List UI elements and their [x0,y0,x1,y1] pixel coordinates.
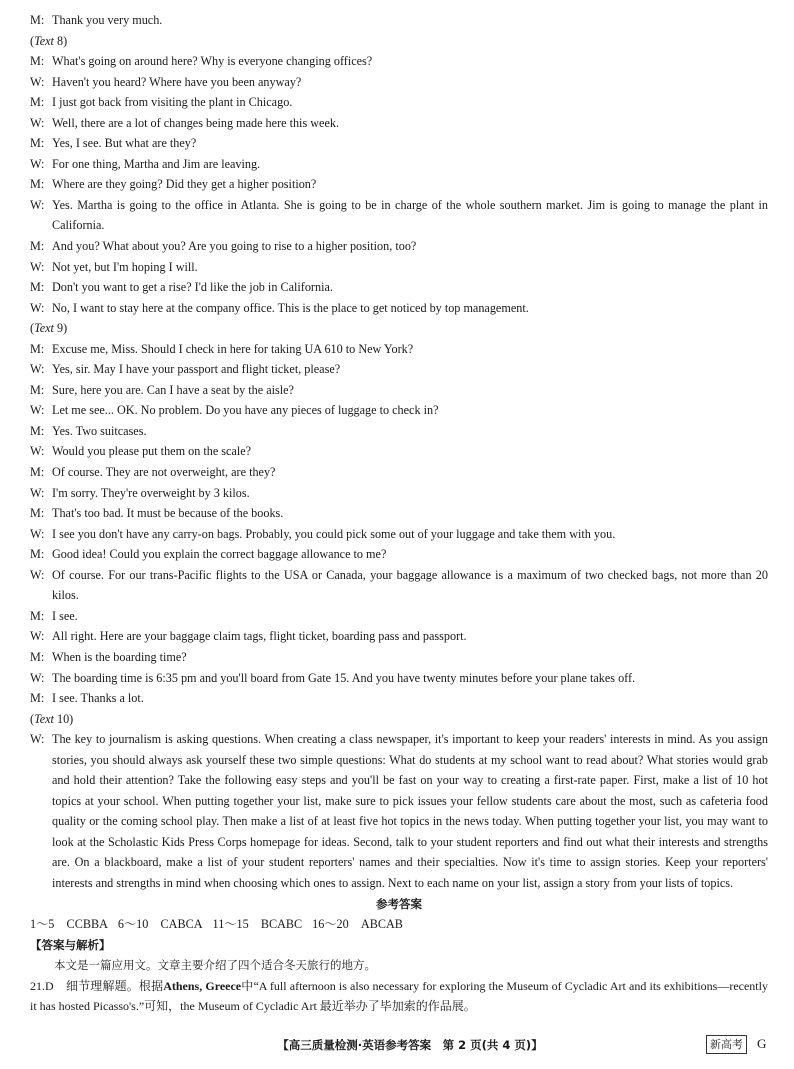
utterance-text: Good idea! Could you explain the correct baggage allowance to me? [52,547,387,562]
speaker-label: M: [30,341,45,356]
speaker-label: M: [30,423,45,438]
utterance-text: Well, there are a lot of changes being made here this week. [52,115,339,130]
utterance-text: That's too bad. It must be because of the books. [52,506,284,521]
speaker-label: M: [30,136,45,151]
dialogue-turn [30,483,768,504]
speaker-label: W: [30,670,45,685]
page-footer [0,1032,794,1058]
transcript-body [30,10,768,1017]
dialogue-turn [30,380,768,401]
speaker-label: W: [30,115,45,130]
utterance-text: What's going on around here? Why is everyone changing offices? [52,54,373,69]
utterance-text: Thank you very much. [52,13,163,27]
dialogue-turn [30,729,768,893]
speaker-label: M: [30,506,45,521]
dialogue-turn [30,565,768,606]
answer-group: 11～15 BCABC [212,917,303,932]
dialogue-turn [30,441,768,462]
utterance-text: Sure, here you are. Can I have a seat by the aisle? [52,382,294,397]
utterance-text: Let me see... OK. No problem. Do you have any pieces of luggage to check in? [52,403,439,418]
speaker-label: M: [30,382,45,397]
speaker-label: W: [30,74,45,89]
dialogue-turn [30,606,768,627]
utterance-text: Where are they going? Did they get a higher position? [52,177,317,192]
utterance-text: Yes, sir. May I have your passport and flight ticket, please? [52,362,341,377]
speaker-label: M: [30,691,45,706]
utterance-text: Excuse me, Miss. Should I check in here for taking UA 610 to New York? [52,341,414,356]
speaker-label: W: [30,444,45,459]
utterance-text: I'm sorry. They're overweight by 3 kilos. [52,485,250,500]
answer-group: 16～20 ABCAB [312,917,403,932]
dialogue-turn [30,421,768,442]
utterance-text: Yes, I see. But what are they? [52,136,197,151]
utterance-text: When is the boarding time? [52,649,187,664]
dialogue-turn [30,544,768,565]
analysis-heading: 【答案与解析】 [30,937,111,952]
text-section-label: (Text 8) [30,33,68,48]
utterance-text: And you? What about you? Are you going to rise to a higher position, too? [52,239,417,254]
dialogue-turn [30,10,768,31]
dialogue-turn [30,195,768,236]
speaker-label: W: [30,567,45,582]
speaker-label: W: [30,259,45,274]
speaker-label: M: [30,608,45,623]
speaker-label: M: [30,54,45,69]
utterance-text: The key to journalism is asking questions. When creating a class newspaper, it's important to keep your readers' interests in mind. As you assign stories, you should always ask yourself these two simple questions: What do students at my school want to read about? What stories would grab and hold their attention? Take the following easy steps and you'll be fast on your way to creating a first-rate paper. First, make a list of 10 hot topics at your school. When putting together your list, make sure to pick issues your fellow students care about the most, such as cafeteria food quality or the coming school play. Then make a list of at least five hot topics in the news today. When putting together your list, you may want to look at the Scholastic Kids Press Corps homepage for ideas. Second, talk to your student reporters and find out what their interests and strengths are. On a blackboard, make a list of your student reporters' names and their specialties. Now it's time to assign stories. Keep your reporters' interests and strengths in mind when choosing which ones to assign. Next to each name on your list, assign a story from your lists of topics. [52,732,768,890]
answers-title: 参考答案 [376,896,422,911]
speaker-label: W: [30,732,45,747]
utterance-text: No, I want to stay here at the company office. This is the place to get noticed by top management. [52,300,529,315]
speaker-label: M: [30,649,45,664]
dialogue-turn [30,524,768,545]
dialogue-turn [30,113,768,134]
utterance-text: Of course. For our trans-Pacific flights to the USA or Canada, your baggage allowance is a maximum of two checked bags, not more than 20 kilos. [52,567,768,603]
dialogue-turn [30,400,768,421]
dialogue-turn [30,92,768,113]
utterance-text: Yes. Two suitcases. [52,423,147,438]
dialogue-turn [30,503,768,524]
speaker-label: M: [30,95,45,110]
utterance-text: Yes. Martha is going to the office in Atlanta. She is going to be in charge of the whole southern market. Jim is going to manage the plant in California. [52,197,768,233]
dialogue-turn [30,133,768,154]
dialogue-turn [30,339,768,360]
speaker-label: W: [30,629,45,644]
utterance-text: I see you don't have any carry-on bags. Probably, you could pick some out of your luggage and take them with you. [52,526,616,541]
dialogue-turn [30,257,768,278]
utterance-text: Would you please put them on the scale? [52,444,252,459]
dialogue-turn [30,236,768,257]
speaker-label: W: [30,156,45,171]
dialogue-turn [30,72,768,93]
speaker-label: W: [30,300,45,315]
answer-key-row [30,914,768,935]
utterance-text: The boarding time is 6:35 pm and you'll board from Gate 15. And you have twenty minutes before your plane takes off. [52,670,636,685]
speaker-label: W: [30,485,45,500]
question-21-explanation: 21.D 细节理解题。根据Athens, Greece中“A full afternoon is also necessary for exploring the Museum of Cycladic Art and its exhibitions—recently it has hosted Picasso's.”可知，the Museum of Cycladic Art 最近举办了毕加索的作品展。 [30,978,768,1014]
utterance-text: Not yet, but I'm hoping I will. [52,259,198,274]
text-section-label: (Text 9) [30,321,68,336]
dialogue-turn [30,359,768,380]
analysis-intro: 本文是一篇应用文。文章主要介绍了四个适合冬天旅行的地方。 [54,958,376,973]
dialogue-turn [30,668,768,689]
speaker-label: M: [30,239,45,254]
dialogue-turn [30,277,768,298]
dialogue-turn [30,688,768,709]
dialogue-turn [30,647,768,668]
speaker-label: M: [30,465,45,480]
speaker-label: M: [30,547,45,562]
utterance-text: Haven't you heard? Where have you been anyway? [52,74,302,89]
speaker-label: W: [30,197,45,212]
utterance-text: I just got back from visiting the plant in Chicago. [52,95,293,110]
footer-exam-badge: 新高考 [706,1035,747,1054]
text-section-label: (Text 10) [30,711,74,726]
dialogue-turn [30,626,768,647]
utterance-text: Don't you want to get a rise? I'd like the job in California. [52,280,333,295]
dialogue-turn [30,174,768,195]
answer-group: 1～5 CCBBA [30,917,108,932]
utterance-text: For one thing, Martha and Jim are leaving. [52,156,261,171]
speaker-label: W: [30,526,45,541]
utterance-text: All right. Here are your baggage claim tags, flight ticket, boarding pass and passport. [52,629,467,644]
utterance-text: I see. [52,608,78,623]
answer-group: 6～10 CABCA [117,917,203,932]
utterance-text: Of course. They are not overweight, are they? [52,465,276,480]
utterance-text: I see. Thanks a lot. [52,691,144,706]
dialogue-turn [30,51,768,72]
footer-page-info: 【高三质量检测·英语参考答案 第 2 页(共 4 页)】 [277,1038,543,1052]
speaker-label: M: [30,13,45,27]
speaker-label: W: [30,362,45,377]
speaker-label: W: [30,403,45,418]
footer-version-letter: G [757,1036,767,1051]
dialogue-turn [30,154,768,175]
speaker-label: M: [30,280,45,295]
speaker-label: M: [30,177,45,192]
dialogue-turn [30,298,768,319]
dialogue-turn [30,462,768,483]
